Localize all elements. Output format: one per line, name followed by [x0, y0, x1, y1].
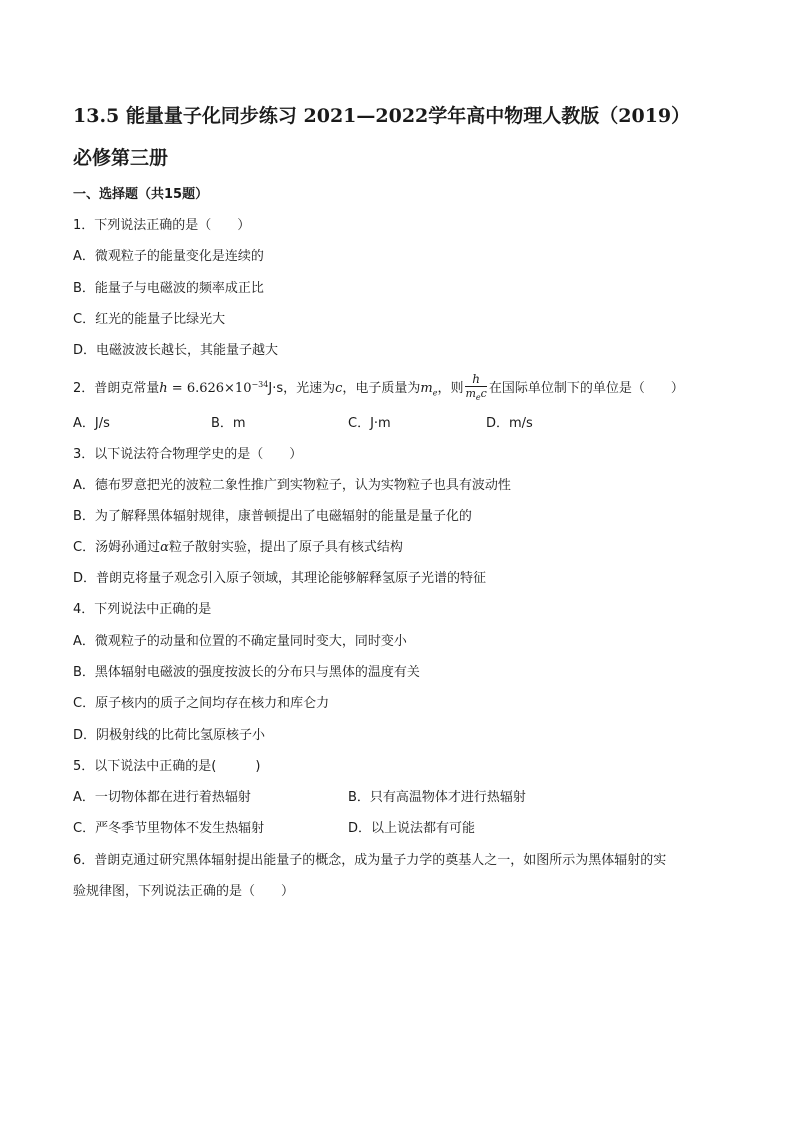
question-4-option-b: B．黑体辐射电磁波的强度按波长的分布只与黑体的温度有关	[73, 665, 420, 680]
q2-stem-part3: ，则	[437, 381, 464, 397]
question-5-option-c: C．严冬季节里物体不发生热辐射	[73, 821, 265, 836]
q2-stem-part1: 2．普朗克常量	[73, 381, 160, 397]
q2-unit-and-text: J·s，光速为	[268, 381, 336, 397]
question-1-option-d: D．电磁波波长越长，其能量子越大	[73, 343, 279, 358]
question-5-stem: 5．以下说法中正确的是( )	[73, 759, 261, 774]
question-4-option-d: D．阴极射线的比荷比氢原核子小	[73, 728, 266, 743]
question-6-stem-line-2: 验规律图，下列说法正确的是（ ）	[73, 884, 295, 899]
planck-h-symbol: h	[159, 381, 168, 397]
question-3-option-b: B．为了解释黑体辐射规律，康普顿提出了电磁辐射的能量是量子化的	[73, 509, 472, 524]
question-6-stem-line-1: 6．普朗克通过研究黑体辐射提出能量子的概念，成为量子力学的奠基人之一，如图所示为黑体辐射的实	[73, 853, 667, 868]
section-heading: 一、选择题（共15题）	[73, 187, 209, 202]
question-5-option-a: A．一切物体都在进行着热辐射	[73, 790, 251, 805]
question-3-stem: 3．以下说法符合物理学史的是（ ）	[73, 447, 303, 462]
planck-h-exponent: −34	[251, 379, 269, 389]
electron-mass-symbol: $m_e$	[420, 381, 438, 398]
question-2-option-b: B．m	[211, 416, 246, 431]
q2-stem-part4: 在国际单位制下的单位是（ ）	[488, 381, 684, 397]
question-1-option-c: C．红光的能量子比绿光大	[73, 312, 226, 327]
document-title-line-2: 必修第三册	[73, 147, 169, 169]
question-2-option-d: D．m/s	[486, 416, 533, 431]
question-4-option-c: C．原子核内的质子之间均存在核力和库仑力	[73, 696, 330, 711]
question-5-option-d: D．以上说法都有可能	[348, 821, 476, 836]
question-4-stem: 4．下列说法中正确的是	[73, 602, 212, 617]
document-title-line-1: 13.5 能量量子化同步练习 2021—2022学年高中物理人教版（2019）	[73, 105, 691, 127]
question-3-option-c: C．汤姆孙通过α粒子散射实验，提出了原子具有核式结构	[73, 540, 403, 555]
light-speed-symbol: c	[335, 381, 343, 397]
question-5-option-b: B．只有高温物体才进行热辐射	[348, 790, 526, 805]
question-4-option-a: A．微观粒子的动量和位置的不确定量同时变大，同时变小	[73, 634, 407, 649]
question-1-option-b: B．能量子与电磁波的频率成正比	[73, 281, 264, 296]
question-3-option-d: D．普朗克将量子观念引入原子领域，其理论能够解释氢原子光谱的特征	[73, 571, 487, 586]
alpha-symbol: α	[160, 540, 169, 555]
question-2-option-a: A．J/s	[73, 416, 110, 431]
question-2-stem	[73, 373, 684, 407]
question-1-stem: 1．下列说法正确的是（ ）	[73, 218, 251, 233]
planck-h-value: = 6.626×10	[167, 381, 252, 397]
question-3-option-a: A．德布罗意把光的波粒二象性推广到实物粒子，认为实物粒子也具有波动性	[73, 478, 511, 493]
q2-stem-part2: ，电子质量为	[342, 381, 421, 397]
question-1-option-a: A．微观粒子的能量变化是连续的	[73, 249, 264, 264]
fraction-h-over-mec: $\frac{h}{m_ec}$	[465, 372, 487, 403]
question-2-option-c: C．J·m	[348, 416, 391, 431]
